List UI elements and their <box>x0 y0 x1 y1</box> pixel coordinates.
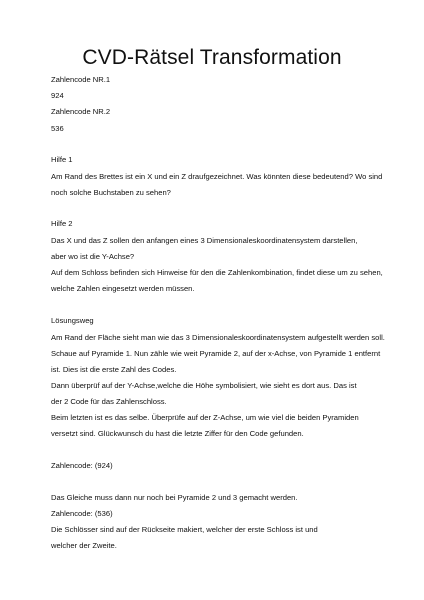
result-code-1: Zahlencode: (924) <box>51 461 113 470</box>
label-zahlencode-nr2: Zahlencode NR.2 <box>51 107 111 116</box>
result-code-2: Zahlencode: (536) <box>51 509 113 518</box>
paragraph-line: versetzt sind. Glückwunsch du hast die letzte Ziffer für den Code gefunden. <box>51 429 304 438</box>
paragraph-line: Das Gleiche muss dann nur noch bei Pyramide 2 und 3 gemacht werden. <box>51 493 298 502</box>
paragraph-line: welche Zahlen eingesetzt werden müssen. <box>51 284 195 293</box>
heading-hilfe-2: Hilfe 2 <box>51 219 73 228</box>
paragraph-line: aber wo ist die Y-Achse? <box>51 252 135 261</box>
document-title: CVD-Rätsel Transformation <box>82 46 342 69</box>
heading-hilfe-1: Hilfe 1 <box>51 155 73 164</box>
paragraph-line: Die Schlösser sind auf der Rückseite makiert, welcher der erste Schloss ist und <box>51 525 318 534</box>
paragraph-line: Am Rand der Fläche sieht man wie das 3 Dimensionaleskoordinatensystem aufgestellt werden soll. <box>51 333 385 342</box>
paragraph-line: Auf dem Schloss befinden sich Hinweise für den die Zahlenkombination, findet diese um zu sehen, <box>51 268 383 277</box>
paragraph-line: Beim letzten ist es das selbe. Überprüfe auf der Z-Achse, um wie viel die beiden Pyramiden <box>51 413 359 422</box>
heading-loesungsweg: Lösungsweg <box>51 316 94 325</box>
code-value-1: 924 <box>51 91 64 100</box>
label-zahlencode-nr1: Zahlencode NR.1 <box>51 75 111 84</box>
paragraph-line: Dann überprüf auf der Y-Achse,welche die Höhe symbolisiert, wie sieht es dort aus. Das ist <box>51 381 357 390</box>
paragraph-line: der 2 Code für das Zahlenschloss. <box>51 397 167 406</box>
paragraph-line: welcher der Zweite. <box>51 541 117 550</box>
paragraph-line: Das X und das Z sollen den anfangen eines 3 Dimensionaleskoordinatensystem darstellen, <box>51 236 358 245</box>
paragraph-line: Schaue auf Pyramide 1. Nun zähle wie weit Pyramide 2, auf der x-Achse, von Pyramide 1 entfernt <box>51 349 381 358</box>
code-value-2: 536 <box>51 124 64 133</box>
paragraph-line: noch solche Buchstaben zu sehen? <box>51 188 171 197</box>
paragraph-line: Am Rand des Brettes ist ein X und ein Z draufgezeichnet. Was könnten diese bedeutend? Wo sind <box>51 172 383 181</box>
paragraph-line: ist. Dies ist die erste Zahl des Codes. <box>51 365 177 374</box>
